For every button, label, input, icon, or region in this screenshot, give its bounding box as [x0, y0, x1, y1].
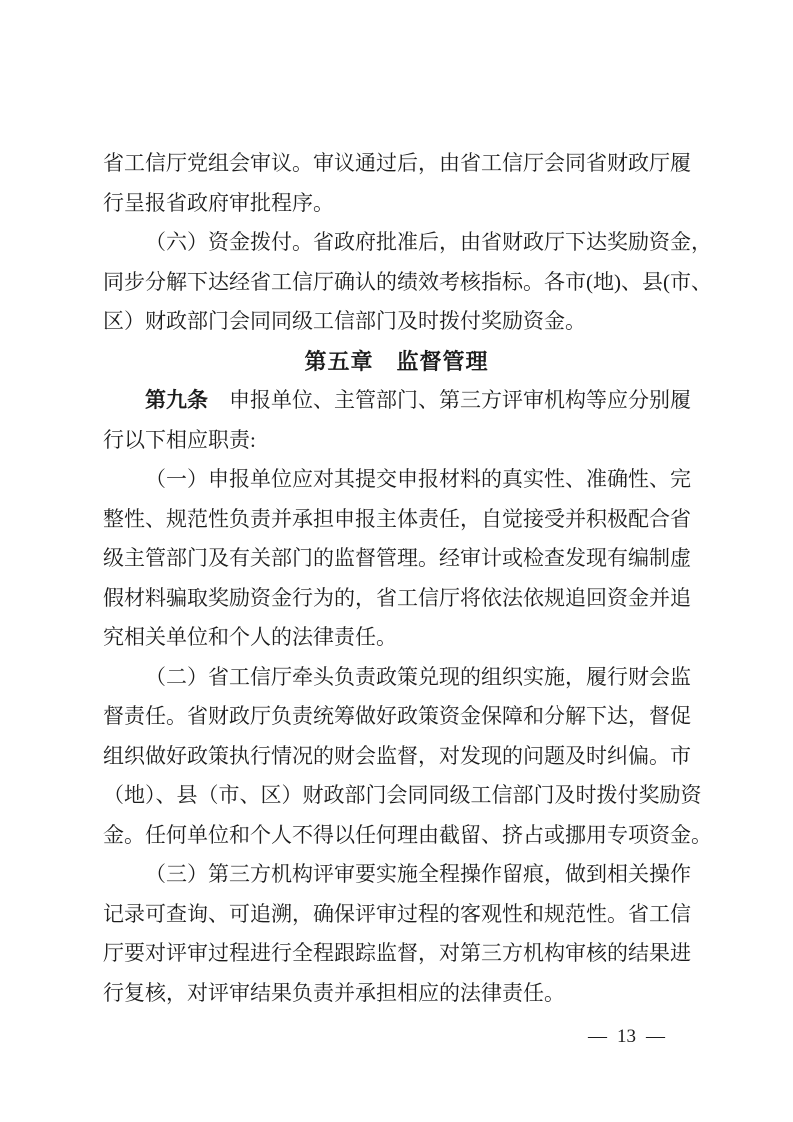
- text-line: 行呈报省政府审批程序。: [103, 190, 334, 215]
- text-line: （地）、县（市、区）财政部门会同同级工信部门及时拨付奖励资: [103, 783, 702, 807]
- text-line: 究相关单位和个人的法律责任。: [103, 625, 397, 649]
- text-line: （二）省工信厅牵头负责政策兑现的组织实施，履行财会监: [145, 664, 691, 689]
- document-body: [103, 144, 712, 1013]
- text-line: 督责任。省财政厅负责统筹做好政策资金保障和分解下达，督促: [103, 704, 691, 728]
- text-line: 行复核，对评审结果负责并承担相应的法律责任。: [103, 980, 565, 1005]
- text-line: 假材料骗取奖励资金行为的，省工信厅将依法依规追回资金并追: [103, 585, 691, 610]
- text-line: 厅要对评审过程进行全程跟踪监督，对第三方机构审核的结果进: [103, 941, 691, 965]
- page-footer: [588, 1025, 665, 1049]
- text-line: 省工信厅党组会审议。审议通过后，由省工信厅会同省财政厅履: [103, 151, 691, 175]
- text-line: 同步分解下达经省工信厅确认的绩效考核指标。各市(地)、县(市、: [103, 269, 712, 294]
- footer-dash-right: —: [646, 1026, 665, 1047]
- text-line: 第九条 申报单位、主管部门、第三方评审机构等应分别履: [145, 388, 691, 412]
- page-number: 13: [617, 1026, 636, 1047]
- text-line: （一）申报单位应对其提交申报材料的真实性、准确性、完: [145, 467, 691, 491]
- text-line: 区）财政部门会同同级工信部门及时拨付奖励资金。: [103, 309, 586, 333]
- footer-dash-left: —: [588, 1026, 607, 1047]
- text-line: （三）第三方机构评审要实施全程操作留痕，做到相关操作: [145, 862, 691, 886]
- text-line: 组织做好政策执行情况的财会监督，对发现的问题及时纠偏。市: [103, 743, 691, 768]
- text-line: 记录可查询、可追溯，确保评审过程的客观性和规范性。省工信: [103, 901, 691, 926]
- text-line: 金。任何单位和个人不得以任何理由截留、挤占或挪用专项资金。: [103, 822, 712, 847]
- article-number: 第九条: [145, 389, 208, 412]
- text-line: 行以下相应职责:: [103, 427, 256, 452]
- chapter-heading: 第五章 监督管理: [304, 348, 489, 374]
- text-line: 级主管部门及有关部门的监督管理。经审计或检查发现有编制虚: [103, 546, 691, 570]
- text-line: （六）资金拨付。省政府批准后，由省财政厅下达奖励资金，: [145, 230, 712, 254]
- text-line: 整性、规范性负责并承担申报主体责任，自觉接受并积极配合省: [103, 506, 691, 531]
